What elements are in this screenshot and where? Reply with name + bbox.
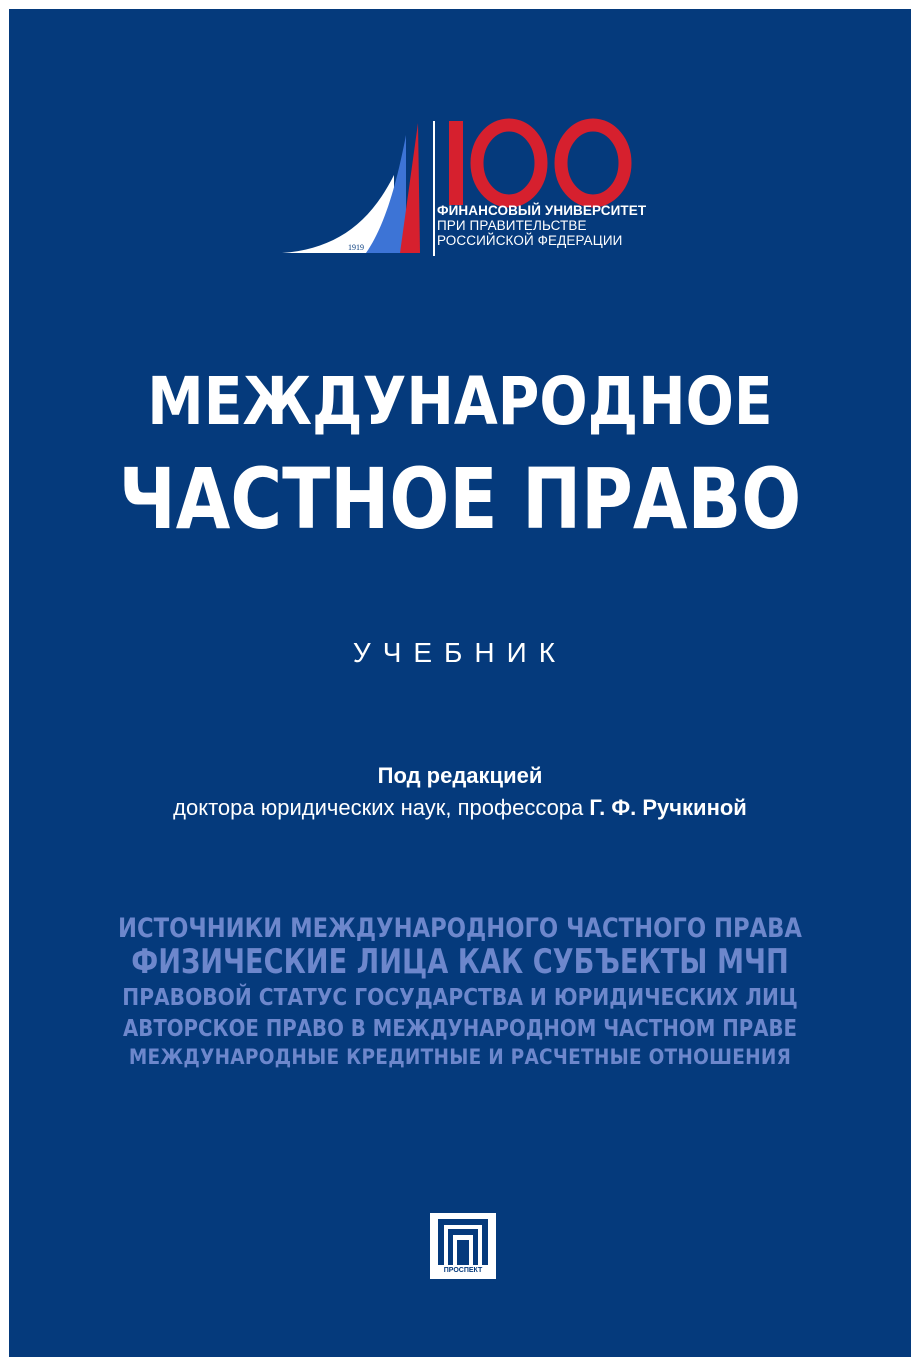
logo-year: 1919 [348, 243, 364, 252]
book-cover [9, 9, 911, 1357]
book-subtitle: УЧЕБНИК [352, 637, 568, 668]
book-title-line2: ЧАСТНОЕ ПРАВО [118, 450, 802, 548]
topic-item: ПРАВОВОЙ СТАТУС ГОСУДАРСТВА И ЮРИДИЧЕСКИХ ЛИЦ [122, 983, 798, 1011]
logo-divider [433, 121, 435, 256]
university-name-line2: ПРИ ПРАВИТЕЛЬСТВЕ [437, 218, 587, 233]
book-title-line1: МЕЖДУНАРОДНОЕ [147, 363, 773, 440]
university-emblem-icon [274, 117, 434, 259]
topic-item: АВТОРСКОЕ ПРАВО В МЕЖДУНАРОДНОМ ЧАСТНОМ ПРАВЕ [122, 1014, 798, 1042]
topic-item: ИСТОЧНИКИ МЕЖДУНАРОДНОГО ЧАСТНОГО ПРАВА [117, 913, 802, 944]
topic-item: ФИЗИЧЕСКИЕ ЛИЦА КАК СУБЪЕКТЫ МЧП [131, 942, 789, 982]
publisher-name: ПРОСПЕКТ [443, 1267, 483, 1274]
editor-name: Г. Ф. Ручкиной [589, 795, 747, 820]
logo-100-mark [443, 117, 643, 209]
editor-credit-prefix: доктора юридических наук, профессора [173, 795, 590, 820]
university-name-line1: ФИНАНСОВЫЙ УНИВЕРСИТЕТ [437, 203, 647, 218]
editor-credit [0, 795, 920, 821]
editor-heading: Под редакцией [377, 763, 543, 788]
university-name [437, 203, 646, 248]
topic-item: МЕЖДУНАРОДНЫЕ КРЕДИТНЫЕ И РАСЧЕТНЫЕ ОТНОШЕНИЯ [128, 1045, 792, 1070]
university-name-line3: РОССИЙСКОЙ ФЕДЕРАЦИИ [437, 233, 623, 248]
topics-list [0, 913, 920, 1073]
